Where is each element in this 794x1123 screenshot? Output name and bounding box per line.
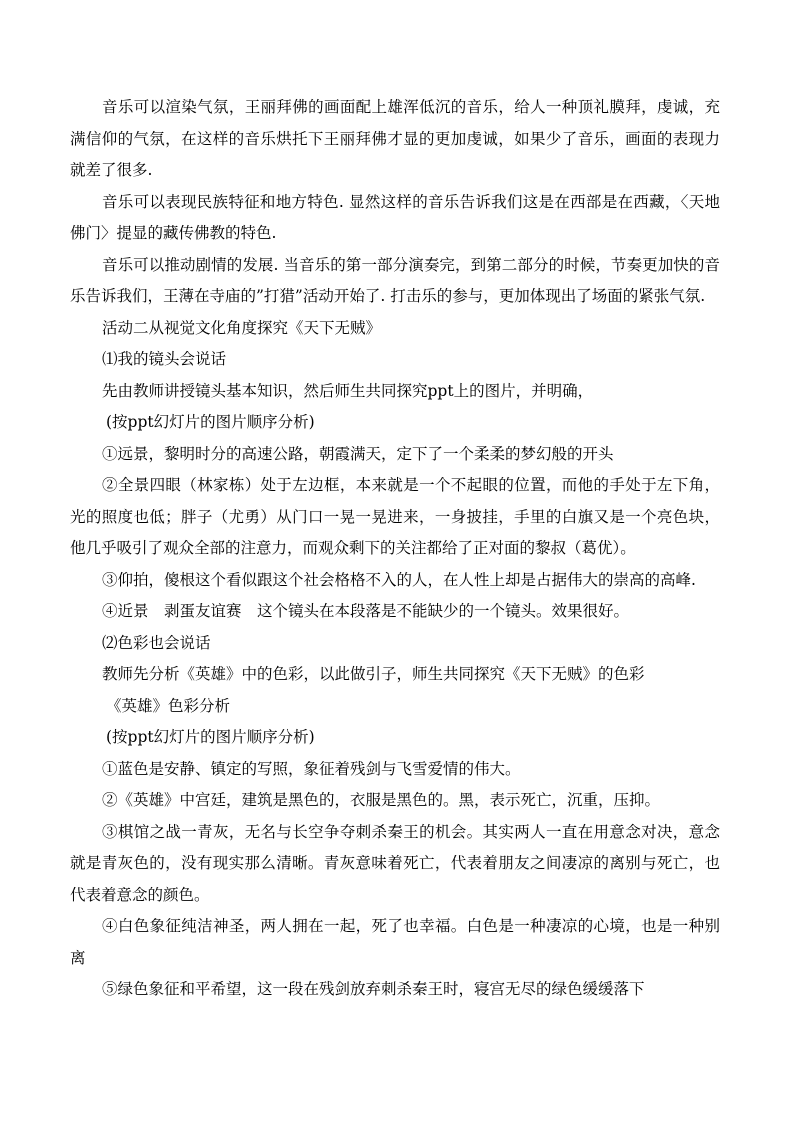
- item-camera-4: ④近景 剥蛋友谊赛 这个镜头在本段落是不能缺少的一个镜头。效果很好。: [102, 602, 630, 620]
- section-color-heading: ⑵色彩也会说话: [102, 633, 211, 652]
- item-color-2: ②《英雄》中宫廷，建筑是黑色的，衣服是黑色的。黑，表示死亡，沉重，压抑。: [102, 791, 661, 809]
- item-color-3: ③棋馆之战一青灰，无名与长空争夺刺杀秦王的机会。其实两人一直在用意念对决，意念就是青灰色的，没有现实那么清晰。青灰意味着死亡，代表着朋友之间凄凉的离别与死亡，也代表着意念的颜色。: [70, 822, 720, 904]
- note-ppt-order-1: (按ppt幻灯片的图片顺序分析): [106, 413, 315, 431]
- item-camera-3: ③仰拍，傻根这个看似跟这个社会格格不入的人，在人性上却是占据伟大的崇高的高峰.: [102, 570, 696, 589]
- item-color-5: ⑤绿色象征和平希望，这一段在残剑放弃刺杀秦王时，寝宫无尽的绿色缓缓落下: [102, 980, 645, 998]
- item-color-1: ①蓝色是安静、镇定的写照，象征着残剑与飞雪爱情的伟大。: [102, 759, 521, 778]
- paragraph-music-plot: 音乐可以推动剧情的发展. 当音乐的第一部分演奏完，到第二部分的时候，节奏更加快的音乐告诉我们，王薄在寺庙的”打猎”活动开始了. 打击乐的参与，更加体现出了场面的紧张气氛.: [70, 255, 720, 305]
- note-ppt-order-2: (按ppt幻灯片的图片顺序分析): [106, 728, 315, 746]
- item-camera-1: ①远景，黎明时分的高速公路，朝霞满天，定下了一个柔柔的梦幻般的开头: [102, 444, 614, 463]
- paragraph-color-intro: 教师先分析《英雄》中的色彩，以此做引子，师生共同探究《天下无贼》的色彩: [102, 665, 645, 683]
- paragraph-music-atmosphere: 音乐可以渲染气氛，王丽拜佛的画面配上雄浑低沉的音乐，给人一种顶礼膜拜，虔诚，充满信仰的气氛，在这样的音乐烘托下王丽拜佛才显的更加虔诚，如果少了音乐，画面的表现力就差了很多.: [70, 98, 720, 179]
- section-camera-heading: ⑴我的镜头会说话: [102, 350, 227, 368]
- hero-color-heading: 《英雄》色彩分析: [106, 696, 231, 715]
- document-body: [70, 92, 720, 1006]
- paragraph-camera-intro: 先由教师讲授镜头基本知识，然后师生共同探究ppt上的图片，并明确，: [102, 381, 594, 400]
- paragraph-music-ethnic: 音乐可以表现民族特征和地方特色. 显然这样的音乐告诉我们这是在西部是在西藏，〈天地佛门〉提显的藏传佛教的特色.: [70, 192, 720, 242]
- item-camera-2: ②全景四眼（林家栋）处于左边框，本来就是一个不起眼的位置，而他的手处于左下角，光的照度也低；胖子（尤勇）从门口一晃一晃进来，一身披挂，手里的白旗又是一个亮色块，他几乎吸引了观众全部的注意力，而观众剩下的关注都给了正对面的黎叔（葛优）。: [70, 476, 720, 557]
- activity-two-heading: 活动二从视觉文化角度探究《天下无贼》: [102, 318, 382, 337]
- item-color-4: ④白色象征纯洁神圣，两人拥在一起，死了也幸福。白色是一种凄凉的心境，也是一种别离: [70, 917, 720, 967]
